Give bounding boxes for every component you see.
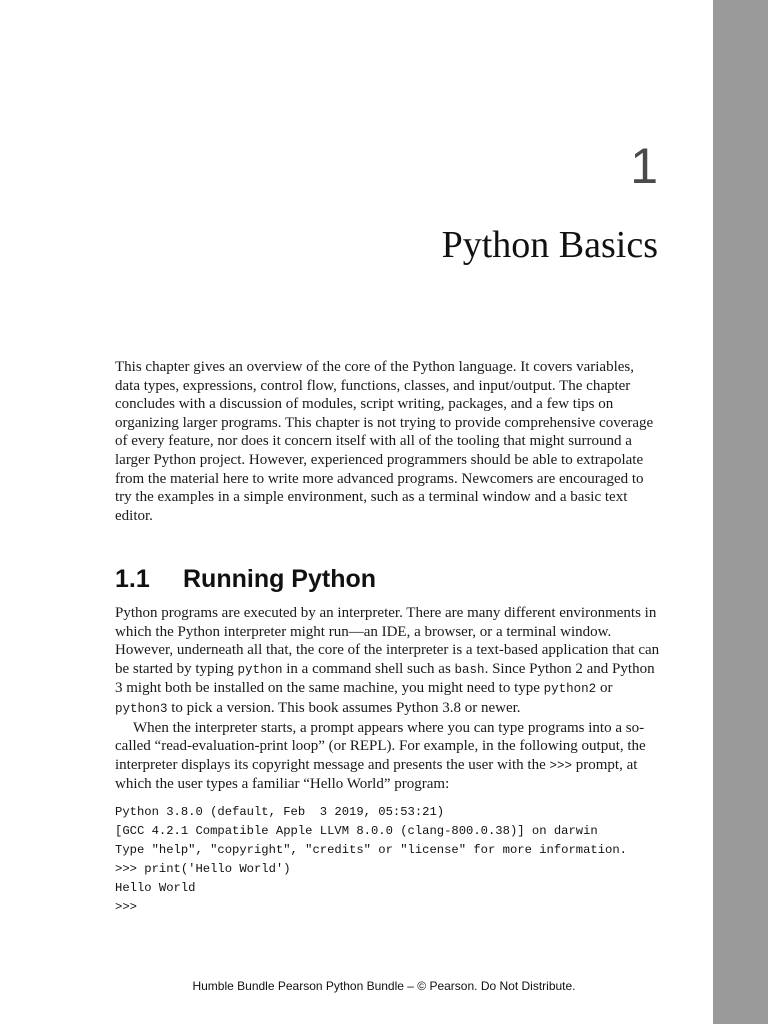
text-run: Python programs are executed by an interpreter. There are many different environments in which the Python interpreter might run—an IDE, a browser, or a terminal window. However, underneath all that, the core of the interpreter is a text-based application that can be started by typing — [115, 605, 660, 677]
inline-code: python — [237, 662, 283, 677]
code-line: Type "help", "copyright", "credits" or "license" for more information. — [115, 843, 627, 857]
body-paragraph-2 — [115, 719, 660, 794]
code-line: Python 3.8.0 (default, Feb 3 2019, 05:53:21) — [115, 805, 445, 819]
code-line: >>> — [115, 900, 137, 914]
section-heading — [115, 563, 376, 595]
code-block — [115, 803, 675, 917]
text-run: in a command shell such as — [282, 660, 455, 677]
text-run: to pick a version. This book assumes Python 3.8 or newer. — [167, 699, 521, 716]
intro-paragraph: This chapter gives an overview of the core of the Python language. It covers variables, data types, expressions, control flow, functions, classes, and input/output. The chapter concludes with a discussion of modules, script writing, packages, and a few tips on organizing larger programs. This chapter is not trying to provide comprehensive coverage of every feature, nor does it concern itself with all of the tooling that might surround a larger Python project. However, experienced programmers should be able to extrapolate from the material here to write more advanced programs. Newcomers are encouraged to try the examples in a simple environment, such as a terminal window and a basic text editor. — [115, 359, 654, 524]
chapter-title: Python Basics — [441, 224, 658, 266]
section-body — [115, 604, 660, 794]
page-edge-band — [713, 0, 768, 1024]
code-line: Hello World — [115, 881, 196, 895]
section-number: 1.1 — [115, 565, 150, 593]
code-line: >>> print('Hello World') — [115, 862, 291, 876]
section-title: Running Python — [183, 565, 377, 593]
text-run: When the interpreter starts, a prompt appears where you can type programs into a so-called “read-evaluation-print loop” (or REPL). For example, in the following output, the interpreter displays its copyright message and presents the user with the — [115, 719, 646, 773]
footer-text: Humble Bundle Pearson Python Bundle – © Pearson. Do Not Distribute. — [192, 979, 576, 993]
code-line: [GCC 4.2.1 Compatible Apple LLVM 8.0.0 (clang-800.0.38)] on darwin — [115, 824, 598, 838]
text-run: or — [596, 680, 613, 697]
page-footer — [0, 979, 768, 993]
inline-code: >>> — [549, 758, 572, 773]
inline-code: python2 — [543, 682, 597, 697]
inline-code: python3 — [115, 701, 168, 716]
text-run: prompt, at which the user types a familiar “Hello World” program: — [115, 756, 638, 793]
chapter-number: 1 — [630, 138, 658, 194]
text-run: . Since Python 2 and Python 3 might both be installed on the same machine, you might need to type — [115, 660, 655, 697]
body-paragraph-1 — [115, 604, 660, 719]
inline-code: bash — [454, 662, 485, 677]
